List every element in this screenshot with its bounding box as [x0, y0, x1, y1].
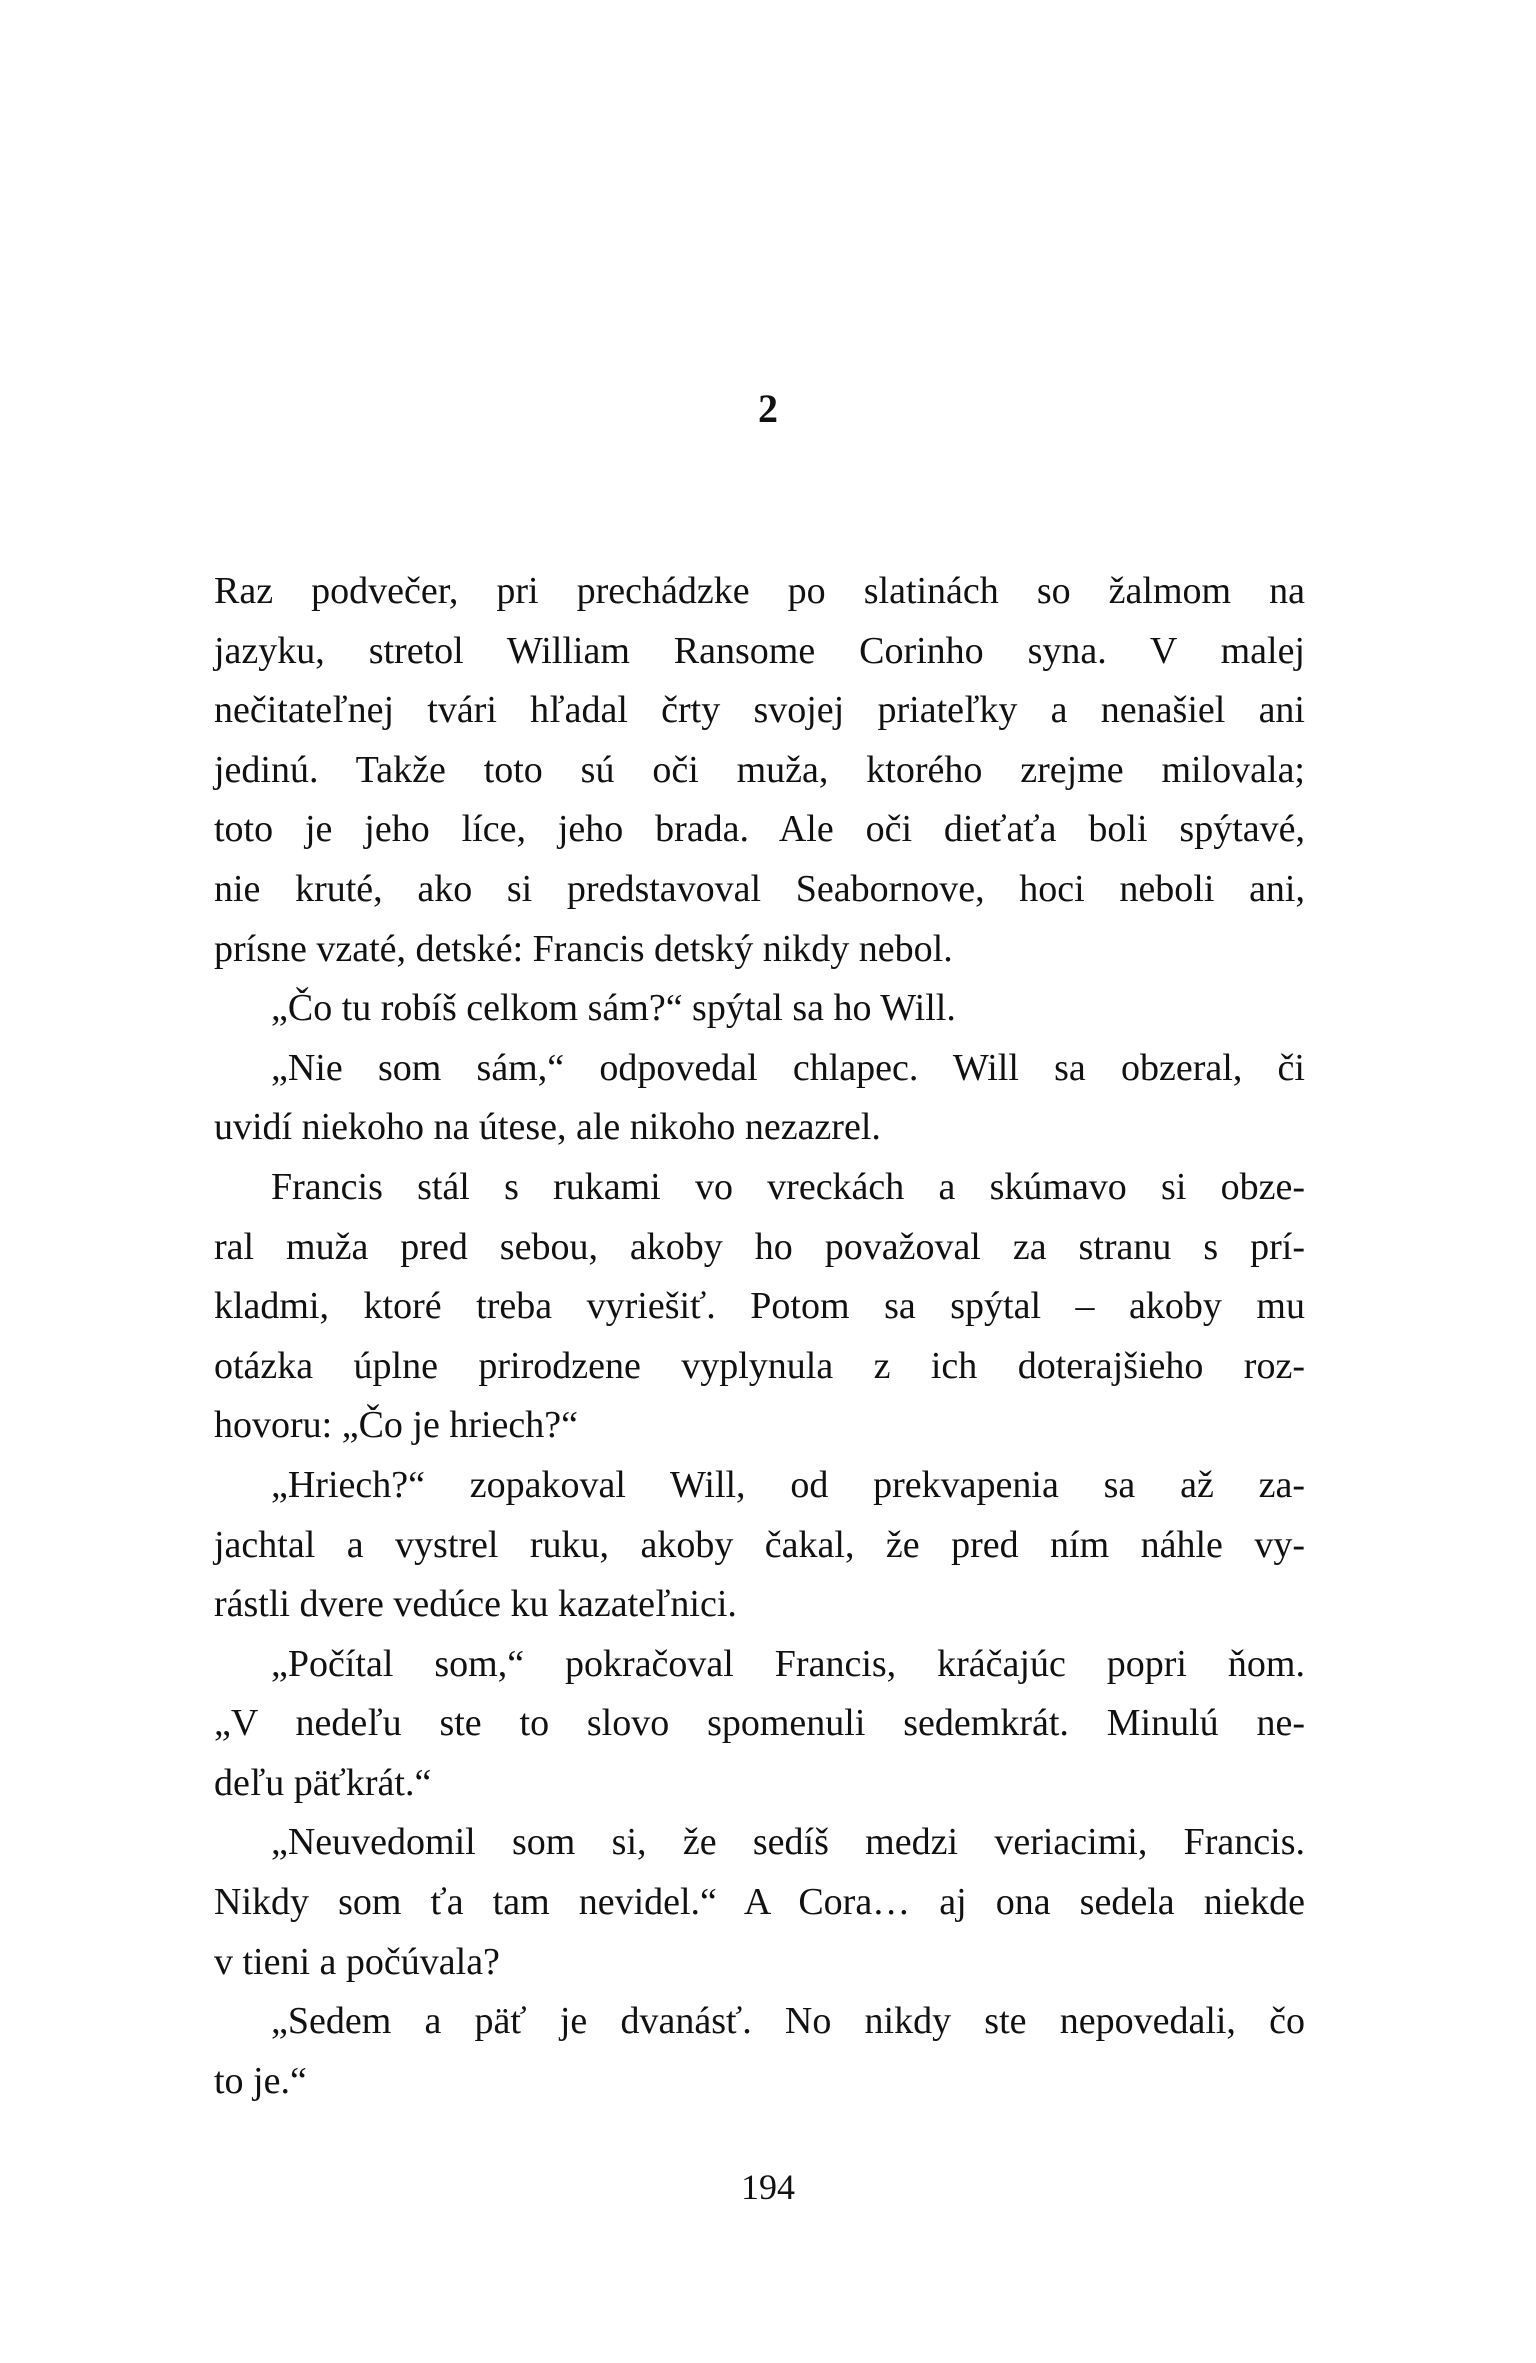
- text-line: prísne vzaté, detské: Francis detský nikdy nebol.: [214, 927, 953, 970]
- text-line: kladmi, ktoré treba vyriešiť. Potom sa spýtal – akoby mu: [214, 1285, 1305, 1328]
- paragraph: [214, 1635, 1305, 1814]
- text-line: Francis stál s rukami vo vreckách a skúmavo si obze-: [271, 1165, 1305, 1208]
- paragraph: [214, 1158, 1305, 1456]
- text-line: otázka úplne prirodzene vyplynula z ich doterajšieho roz-: [214, 1344, 1305, 1387]
- paragraph: [214, 1039, 1305, 1158]
- text-line: deľu päťkrát.“: [214, 1761, 432, 1804]
- text-line: jazyku, stretol William Ransome Corinho syna. V malej: [214, 629, 1305, 672]
- paragraph: [214, 979, 1305, 1039]
- text-line: „Nie som sám,“ odpovedal chlapec. Will sa obzeral, či: [271, 1046, 1305, 1089]
- text-line: hovoru: „Čo je hriech?“: [214, 1404, 579, 1447]
- text-line: to je.“: [214, 2059, 307, 2102]
- text-line: Nikdy som ťa tam nevidel.“ A Cora… aj ona sedela niekde: [214, 1881, 1305, 1924]
- text-line: nie kruté, ako si predstavoval Seabornove, hoci neboli ani,: [214, 867, 1305, 910]
- text-line: v tieni a počúvala?: [214, 1940, 500, 1983]
- chapter-number: 2: [758, 386, 778, 431]
- text-line: jedinú. Takže toto sú oči muža, ktorého zrejme milovala;: [214, 748, 1305, 791]
- text-line: „Neuvedomil som si, že sedíš medzi veriacimi, Francis.: [271, 1821, 1305, 1864]
- text-line: rástli dvere vedúce ku kazateľnici.: [214, 1583, 737, 1626]
- page-number: 194: [741, 2167, 795, 2207]
- paragraph: [214, 1992, 1305, 2111]
- text-line: nečitateľnej tvári hľadal črty svojej priateľky a nenašiel ani: [214, 689, 1305, 732]
- text-line: „Hriech?“ zopakoval Will, od prekvapenia sa až za-: [271, 1463, 1305, 1506]
- body-text: [214, 562, 1305, 2111]
- paragraph: [214, 1456, 1305, 1635]
- text-line: Raz podvečer, pri prechádzke po slatinách so žalmom na: [214, 570, 1305, 612]
- text-line: „V nedeľu ste to slovo spomenuli sedemkrát. Minulú ne-: [214, 1702, 1305, 1745]
- text-line: „Počítal som,“ pokračoval Francis, kráčajúc popri ňom.: [271, 1642, 1305, 1685]
- paragraph: [214, 1813, 1305, 1992]
- text-line: „Čo tu robíš celkom sám?“ spýtal sa ho Will.: [271, 987, 956, 1030]
- text-line: toto je jeho líce, jeho brada. Ale oči dieťaťa boli spýtavé,: [214, 808, 1305, 851]
- text-line: uvidí niekoho na útese, ale nikoho nezazrel.: [214, 1106, 881, 1149]
- paragraph: [214, 562, 1305, 979]
- text-line: jachtal a vystrel ruku, akoby čakal, že pred ním náhle vy-: [214, 1523, 1305, 1566]
- text-line: „Sedem a päť je dvanásť. No nikdy ste nepovedali, čo: [271, 2000, 1305, 2043]
- text-line: ral muža pred sebou, akoby ho považoval za stranu s prí-: [214, 1225, 1305, 1268]
